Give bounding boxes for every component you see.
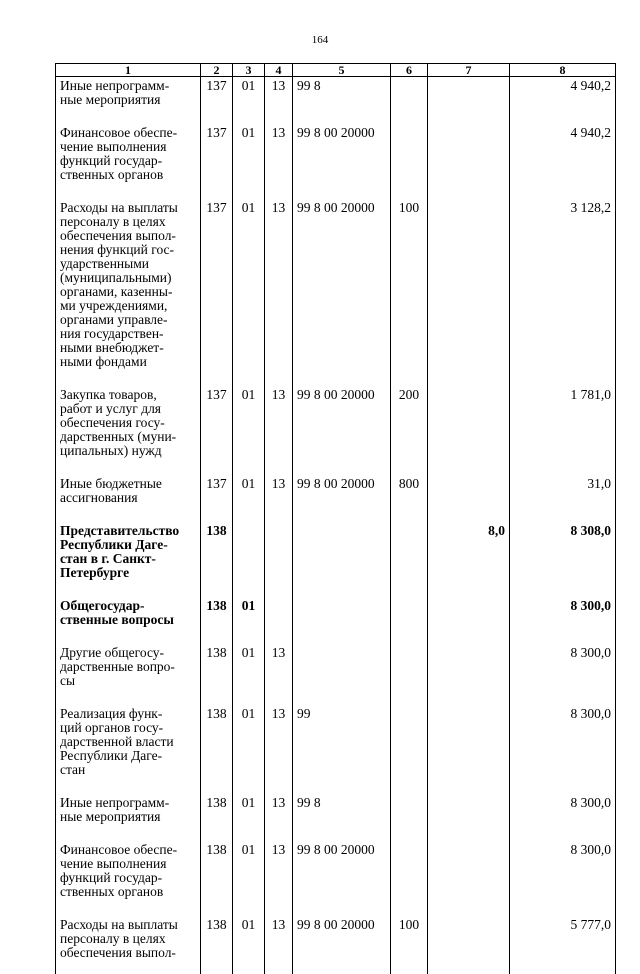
ministry-code: 138 xyxy=(201,913,233,974)
item-name: Иные непрограмм- ные мероприятия xyxy=(56,77,201,122)
ministry-code: 138 xyxy=(201,641,233,702)
item-name: Иные бюджетные ассигнования xyxy=(56,472,201,519)
ministry-code: 138 xyxy=(201,838,233,913)
budget-table xyxy=(55,63,616,974)
subsection-code: 13 xyxy=(265,383,293,472)
target-article: 99 8 00 20000 xyxy=(293,383,391,472)
item-name: Другие общегосу- дарственные вопро- сы xyxy=(56,641,201,702)
section-code: 01 xyxy=(233,791,265,838)
section-code: 01 xyxy=(233,594,265,641)
target-article: 99 8 00 20000 xyxy=(293,472,391,519)
item-name: Реализация функ- ций органов госу- дарственной власти Республики Даге- стан xyxy=(56,702,201,791)
subsection-code: 13 xyxy=(265,121,293,196)
section-code: 01 xyxy=(233,913,265,974)
header-col-2: 2 xyxy=(201,64,233,77)
col-8-amount: 8 300,0 xyxy=(510,791,616,838)
col-8-amount: 8 308,0 xyxy=(510,519,616,594)
item-name: Финансовое обеспе- чение выполнения функций государ- ственных органов xyxy=(56,121,201,196)
target-article: 99 xyxy=(293,702,391,791)
table-row xyxy=(56,838,616,913)
table-row xyxy=(56,383,616,472)
expense-type: 100 xyxy=(391,196,428,383)
table-row xyxy=(56,702,616,791)
section-code xyxy=(233,519,265,594)
budget-table-container xyxy=(55,63,615,905)
col-7-amount xyxy=(428,791,510,838)
subsection-code: 13 xyxy=(265,913,293,974)
ministry-code: 138 xyxy=(201,519,233,594)
item-name: Финансовое обеспе- чение выполнения функций государ- ственных органов xyxy=(56,838,201,913)
col-8-amount: 1 781,0 xyxy=(510,383,616,472)
section-code: 01 xyxy=(233,121,265,196)
target-article: 99 8 00 20000 xyxy=(293,121,391,196)
col-8-amount: 5 777,0 xyxy=(510,913,616,974)
item-name: Общегосудар- ственные вопросы xyxy=(56,594,201,641)
table-row xyxy=(56,913,616,974)
ministry-code: 138 xyxy=(201,594,233,641)
col-7-amount xyxy=(428,121,510,196)
expense-type xyxy=(391,838,428,913)
expense-type xyxy=(391,121,428,196)
expense-type xyxy=(391,702,428,791)
item-name: Расходы на выплаты персоналу в целях обеспечения выпол- xyxy=(56,913,201,974)
expense-type: 100 xyxy=(391,913,428,974)
table-row xyxy=(56,196,616,383)
col-8-amount: 8 300,0 xyxy=(510,594,616,641)
ministry-code: 138 xyxy=(201,791,233,838)
subsection-code: 13 xyxy=(265,196,293,383)
expense-type xyxy=(391,594,428,641)
subsection-code: 13 xyxy=(265,791,293,838)
header-col-5: 5 xyxy=(293,64,391,77)
target-article: 99 8 00 20000 xyxy=(293,838,391,913)
target-article: 99 8 xyxy=(293,791,391,838)
table-row xyxy=(56,77,616,122)
target-article xyxy=(293,594,391,641)
col-8-amount: 4 940,2 xyxy=(510,121,616,196)
col-8-amount: 31,0 xyxy=(510,472,616,519)
header-col-6: 6 xyxy=(391,64,428,77)
expense-type xyxy=(391,791,428,838)
expense-type xyxy=(391,77,428,122)
col-8-amount: 8 300,0 xyxy=(510,838,616,913)
target-article xyxy=(293,519,391,594)
table-body xyxy=(56,77,616,974)
header-col-7: 7 xyxy=(428,64,510,77)
item-name: Представительство Республики Даге- стан в г. Санкт- Петербурге xyxy=(56,519,201,594)
col-7-amount: 8,0 xyxy=(428,519,510,594)
col-8-amount: 8 300,0 xyxy=(510,641,616,702)
subsection-code: 13 xyxy=(265,77,293,122)
expense-type xyxy=(391,519,428,594)
col-8-amount: 4 940,2 xyxy=(510,77,616,122)
col-7-amount xyxy=(428,913,510,974)
table-row xyxy=(56,519,616,594)
expense-type: 800 xyxy=(391,472,428,519)
subsection-code xyxy=(265,519,293,594)
page-number: 164 xyxy=(0,34,640,46)
section-code: 01 xyxy=(233,77,265,122)
expense-type xyxy=(391,641,428,702)
header-col-1: 1 xyxy=(56,64,201,77)
section-code: 01 xyxy=(233,641,265,702)
ministry-code: 137 xyxy=(201,196,233,383)
ministry-code: 138 xyxy=(201,702,233,791)
section-code: 01 xyxy=(233,702,265,791)
subsection-code: 13 xyxy=(265,702,293,791)
target-article: 99 8 00 20000 xyxy=(293,913,391,974)
col-7-amount xyxy=(428,838,510,913)
col-7-amount xyxy=(428,641,510,702)
section-code: 01 xyxy=(233,196,265,383)
col-7-amount xyxy=(428,77,510,122)
header-row xyxy=(56,64,616,77)
col-8-amount: 8 300,0 xyxy=(510,702,616,791)
item-name: Иные непрограмм- ные мероприятия xyxy=(56,791,201,838)
subsection-code xyxy=(265,594,293,641)
item-name: Закупка товаров, работ и услуг для обеспечения госу- дарственных (муни- ципальных) нужд xyxy=(56,383,201,472)
table-row xyxy=(56,472,616,519)
subsection-code: 13 xyxy=(265,838,293,913)
expense-type: 200 xyxy=(391,383,428,472)
col-7-amount xyxy=(428,702,510,791)
ministry-code: 137 xyxy=(201,383,233,472)
col-7-amount xyxy=(428,472,510,519)
header-col-3: 3 xyxy=(233,64,265,77)
section-code: 01 xyxy=(233,383,265,472)
header-col-4: 4 xyxy=(265,64,293,77)
table-row xyxy=(56,594,616,641)
table-row xyxy=(56,641,616,702)
col-8-amount: 3 128,2 xyxy=(510,196,616,383)
ministry-code: 137 xyxy=(201,77,233,122)
col-7-amount xyxy=(428,383,510,472)
ministry-code: 137 xyxy=(201,472,233,519)
subsection-code: 13 xyxy=(265,641,293,702)
target-article: 99 8 00 20000 xyxy=(293,196,391,383)
section-code: 01 xyxy=(233,838,265,913)
header-col-8: 8 xyxy=(510,64,616,77)
target-article: 99 8 xyxy=(293,77,391,122)
table-row xyxy=(56,121,616,196)
table-row xyxy=(56,791,616,838)
col-7-amount xyxy=(428,196,510,383)
item-name: Расходы на выплаты персоналу в целях обеспечения выпол- нения функций гос- ударственными (муниципальными) органами, казенны- ми учреждениями, органами управле- ния государствен- ными внебюджет- ными фондами xyxy=(56,196,201,383)
ministry-code: 137 xyxy=(201,121,233,196)
section-code: 01 xyxy=(233,472,265,519)
subsection-code: 13 xyxy=(265,472,293,519)
target-article xyxy=(293,641,391,702)
col-7-amount xyxy=(428,594,510,641)
